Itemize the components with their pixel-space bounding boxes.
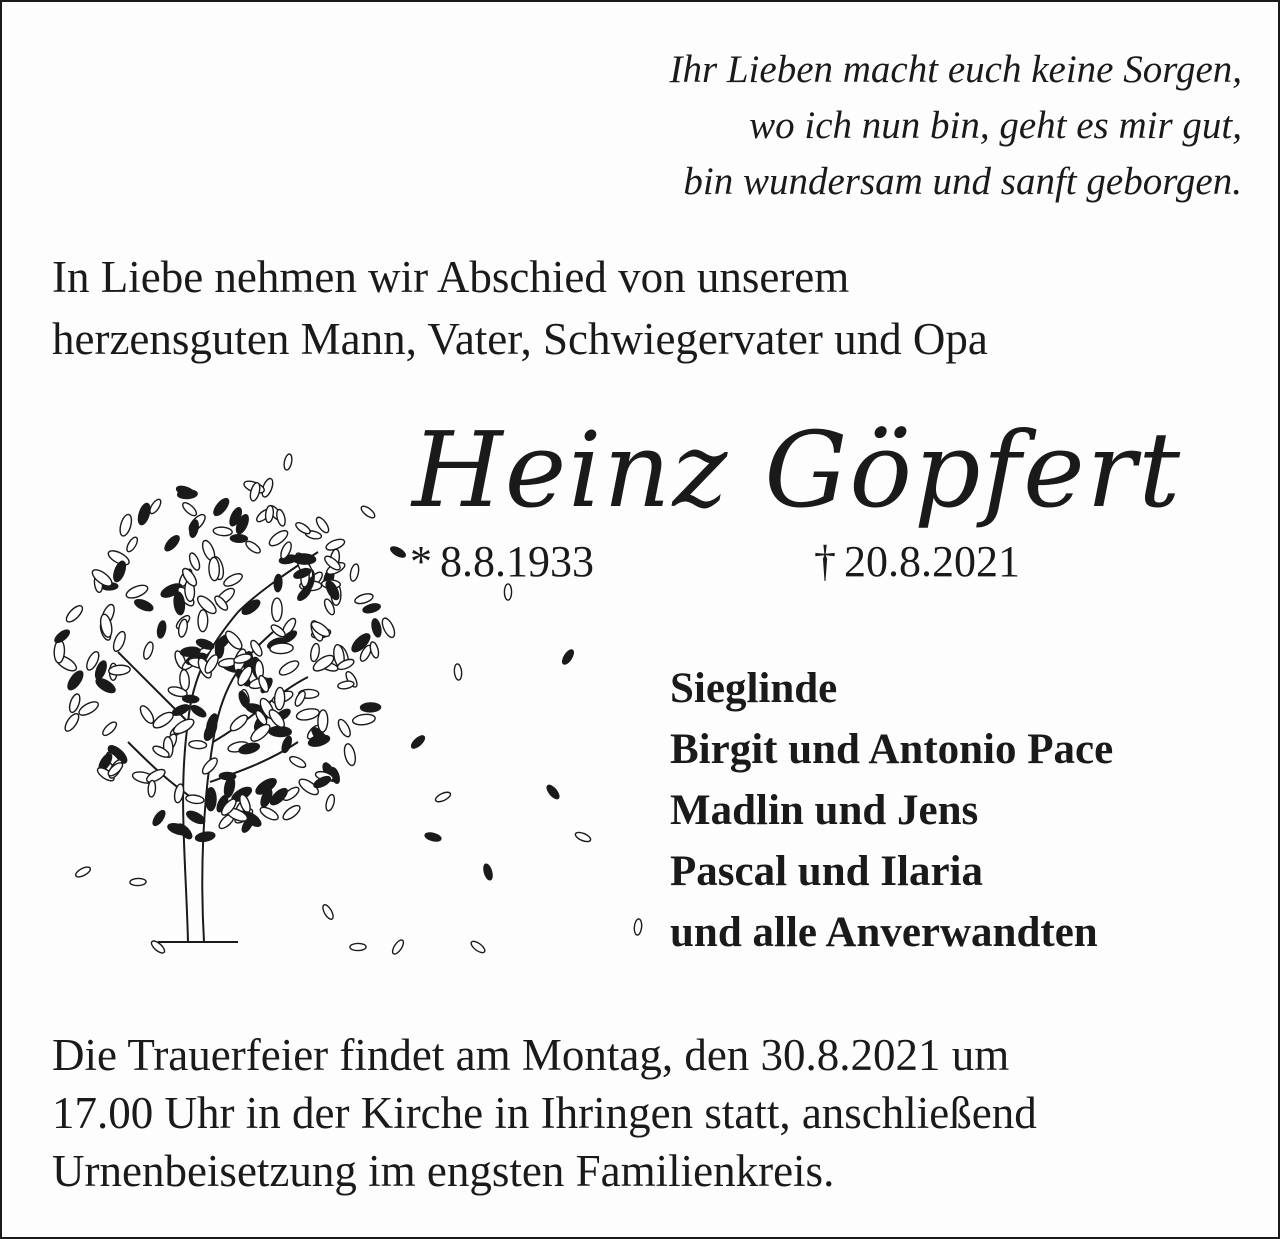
deceased-name: Heinz Göpfert bbox=[412, 409, 1183, 531]
leaf bbox=[369, 641, 380, 659]
mourners-list bbox=[670, 658, 1113, 963]
leaf bbox=[337, 680, 354, 690]
leaf bbox=[318, 710, 329, 732]
leaf bbox=[410, 734, 427, 750]
leaf bbox=[390, 938, 405, 955]
leaf bbox=[125, 583, 150, 601]
leaf bbox=[574, 831, 592, 844]
leaf bbox=[77, 699, 100, 718]
leaf bbox=[151, 809, 167, 828]
leaf bbox=[389, 545, 407, 559]
poem-line: wo ich nun bin, geht es mir gut, bbox=[749, 104, 1242, 147]
leaf bbox=[336, 718, 353, 739]
leaf bbox=[321, 903, 335, 921]
service-line: 17.00 Uhr in der Kirche in Ihringen statt, anschließend bbox=[52, 1088, 1037, 1138]
service-information bbox=[52, 1026, 1037, 1200]
leaf bbox=[188, 519, 199, 538]
leaf bbox=[360, 703, 380, 712]
leaf bbox=[265, 505, 274, 523]
leaf bbox=[280, 735, 293, 753]
leaf bbox=[324, 794, 335, 812]
leaf bbox=[380, 616, 397, 639]
mourner-entry: Sieglinde bbox=[670, 665, 838, 712]
leaf bbox=[202, 719, 219, 742]
leaf bbox=[370, 618, 382, 638]
death-date-line bbox=[814, 532, 1020, 592]
death-cross-icon: † bbox=[814, 537, 836, 586]
leaf bbox=[295, 707, 320, 722]
poem-line: Ihr Lieben macht euch keine Sorgen, bbox=[669, 48, 1242, 91]
leaf bbox=[350, 943, 366, 950]
leaf bbox=[257, 674, 271, 693]
poem-verse bbox=[342, 42, 1242, 210]
leaf bbox=[274, 574, 283, 592]
leaf bbox=[138, 704, 156, 726]
mourner-entry: Pascal und Ilaria bbox=[670, 848, 983, 895]
leaf bbox=[275, 509, 286, 527]
mourner-entry: Birgit und Antonio Pace bbox=[670, 726, 1114, 773]
leaf bbox=[288, 754, 307, 769]
leaf bbox=[185, 809, 207, 826]
leaf bbox=[283, 453, 293, 470]
leaf bbox=[270, 643, 294, 654]
service-line: Urnenbeisetzung im engsten Familienkreis. bbox=[52, 1146, 835, 1196]
leaf bbox=[54, 640, 65, 663]
leaf bbox=[352, 713, 376, 726]
leaf bbox=[258, 805, 280, 822]
leaf bbox=[181, 501, 199, 518]
leaf bbox=[237, 690, 250, 709]
leaf bbox=[209, 557, 220, 581]
death-date: 20.8.2021 bbox=[844, 537, 1020, 586]
leaf bbox=[156, 620, 167, 638]
leaf bbox=[198, 610, 208, 632]
leaf bbox=[136, 502, 152, 526]
leaf bbox=[130, 878, 146, 886]
leaf bbox=[163, 533, 182, 553]
leaf bbox=[213, 526, 233, 536]
leaf bbox=[195, 831, 216, 843]
leaf bbox=[111, 560, 127, 583]
leaf bbox=[230, 534, 247, 542]
leaf bbox=[177, 489, 197, 499]
leaf bbox=[277, 658, 301, 678]
leaf bbox=[65, 669, 85, 692]
leaf bbox=[74, 865, 92, 879]
leaf bbox=[325, 537, 346, 552]
leaf bbox=[63, 712, 82, 734]
leaf bbox=[244, 539, 262, 555]
leaf bbox=[343, 743, 358, 767]
leaf bbox=[354, 592, 374, 606]
leaf bbox=[64, 603, 85, 624]
leaf bbox=[359, 504, 376, 520]
leaf bbox=[171, 716, 196, 736]
leaf bbox=[424, 831, 441, 842]
birth-date-line bbox=[410, 532, 594, 592]
poem-line: bin wundersam und sanft geborgen. bbox=[683, 160, 1242, 203]
leaf bbox=[188, 552, 202, 572]
leaf bbox=[125, 536, 140, 554]
leaf bbox=[281, 803, 302, 822]
leaf bbox=[545, 783, 561, 800]
leaf bbox=[274, 687, 285, 710]
leaf bbox=[294, 521, 312, 536]
leaf bbox=[434, 790, 452, 803]
mourner-entry: und alle Anverwandten bbox=[670, 909, 1098, 956]
intro-line: herzensguten Mann, Vater, Schwiegervater und Opa bbox=[52, 314, 988, 364]
leaf bbox=[101, 720, 119, 738]
leaf bbox=[189, 740, 207, 749]
leaf bbox=[111, 630, 127, 653]
leaf bbox=[185, 794, 204, 805]
leaf bbox=[362, 602, 381, 614]
birth-date: 8.8.1933 bbox=[440, 537, 594, 586]
leaf bbox=[482, 863, 493, 881]
leaf bbox=[148, 780, 156, 797]
leaf bbox=[142, 641, 155, 660]
leaf bbox=[561, 648, 576, 666]
leaf bbox=[269, 726, 292, 737]
leaf bbox=[349, 563, 360, 582]
service-line: Die Trauerfeier findet am Montag, den 30.8.2021 um bbox=[52, 1030, 1010, 1080]
leaf bbox=[118, 513, 134, 537]
leaf bbox=[190, 703, 208, 718]
birth-star-icon: * bbox=[410, 537, 432, 586]
leaf bbox=[454, 664, 463, 681]
leaf bbox=[634, 919, 643, 936]
leaf bbox=[469, 939, 486, 955]
leaf bbox=[222, 571, 244, 588]
leaf bbox=[211, 496, 231, 518]
leaf bbox=[272, 598, 283, 621]
leaf bbox=[228, 713, 250, 734]
leaf bbox=[292, 553, 315, 564]
intro-line: In Liebe nehmen wir Abschied von unserem bbox=[52, 252, 850, 302]
leaf bbox=[206, 788, 216, 811]
leaf bbox=[133, 597, 154, 613]
intro-text bbox=[52, 246, 988, 370]
mourner-entry: Madlin und Jens bbox=[670, 787, 979, 834]
